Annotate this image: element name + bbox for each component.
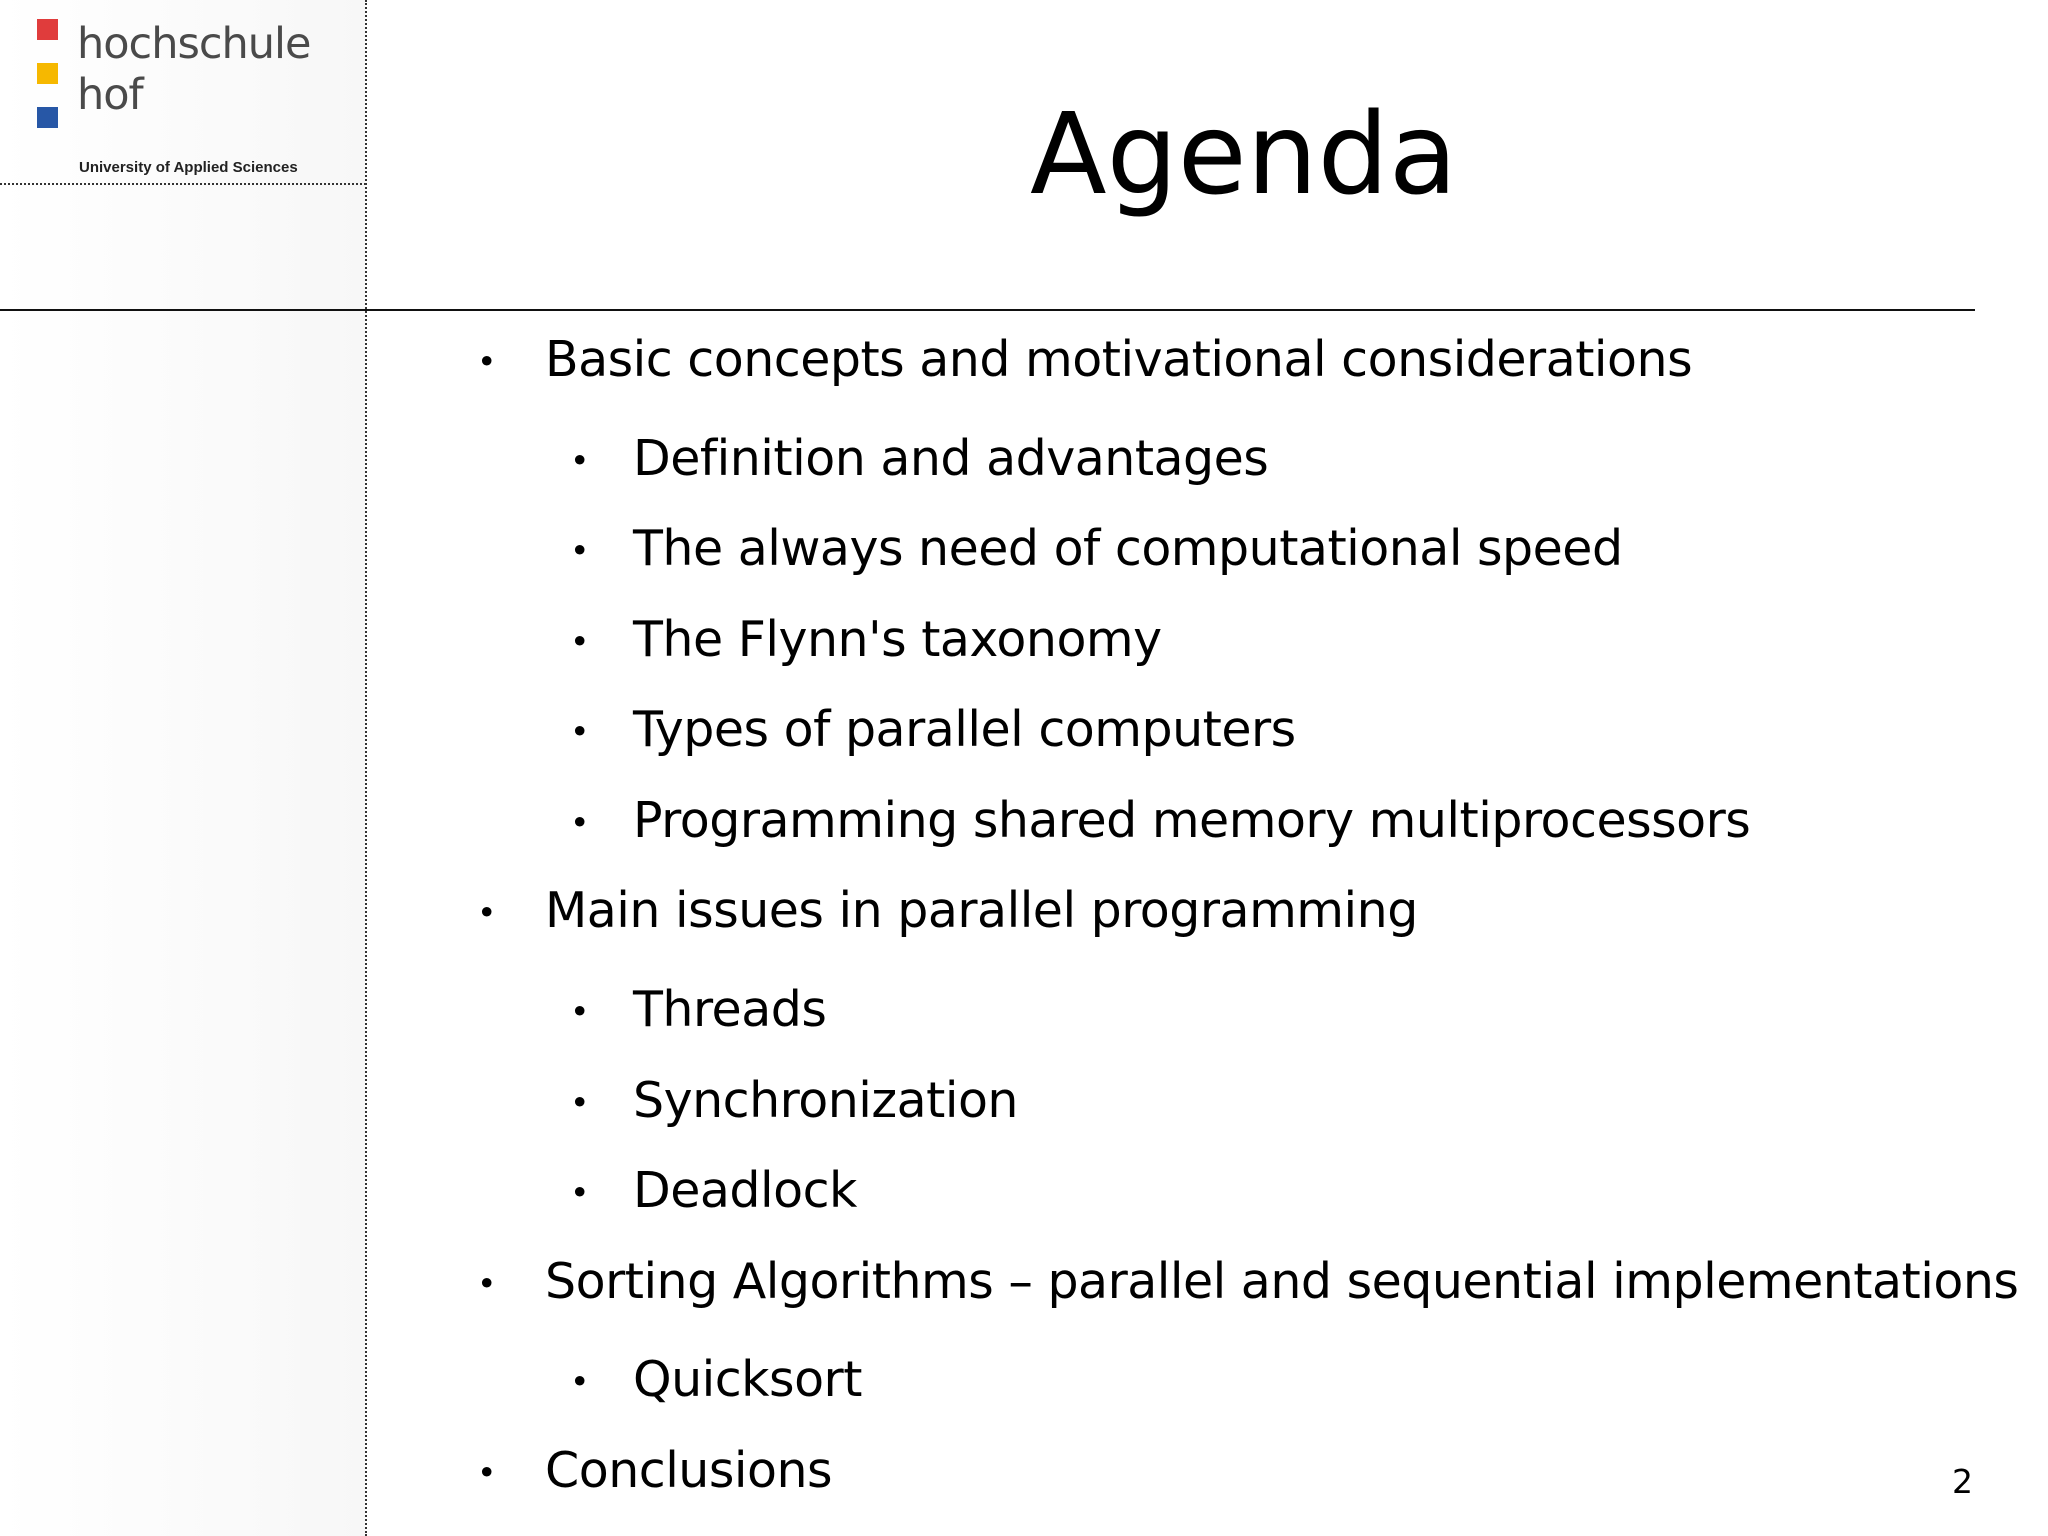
agenda-item: Sorting Algorithms – parallel and sequential implementations — [545, 1253, 2019, 1310]
agenda-subitem: Deadlock — [633, 1162, 857, 1219]
bullet-icon: • — [477, 1264, 497, 1303]
agenda-item: Main issues in parallel programming — [545, 882, 1418, 939]
bullet-icon: • — [570, 803, 590, 842]
bullet-icon: • — [570, 622, 590, 661]
logo-subtitle: University of Applied Sciences — [79, 159, 298, 176]
page-number: 2 — [1952, 1462, 1973, 1501]
logo-text-line1: hochschule — [77, 19, 311, 69]
logo-text-line2: hof — [77, 70, 143, 120]
bullet-icon: • — [570, 1083, 590, 1122]
bullet-icon: • — [570, 531, 590, 570]
bullet-icon: • — [477, 1453, 497, 1492]
title-rule — [0, 309, 1975, 311]
agenda-subitem: Threads — [633, 981, 827, 1038]
agenda-subitem: Types of parallel computers — [633, 701, 1296, 758]
left-panel — [0, 0, 365, 1536]
bullet-icon: • — [570, 1173, 590, 1212]
agenda-subitem: Quicksort — [633, 1351, 862, 1408]
agenda-subitem: Synchronization — [633, 1072, 1018, 1129]
logo-square-red — [37, 19, 58, 40]
bullet-icon: • — [570, 1362, 590, 1401]
bullet-icon: • — [570, 712, 590, 751]
bullet-icon: • — [570, 992, 590, 1031]
logo-square-yellow — [37, 63, 58, 84]
vertical-divider — [365, 0, 367, 1536]
agenda-item: Basic concepts and motivational considerations — [545, 331, 1693, 388]
agenda-item: Conclusions — [545, 1442, 833, 1499]
agenda-subitem: Programming shared memory multiprocessors — [633, 792, 1751, 849]
agenda-subitem: Definition and advantages — [633, 430, 1269, 487]
bullet-icon: • — [570, 441, 590, 480]
bullet-icon: • — [477, 342, 497, 381]
logo-square-blue — [37, 107, 58, 128]
agenda-subitem: The Flynn's taxonomy — [633, 611, 1162, 668]
bullet-icon: • — [477, 893, 497, 932]
slide-title: Agenda — [1030, 90, 1458, 220]
logo-divider — [0, 183, 366, 185]
agenda-subitem: The always need of computational speed — [633, 520, 1623, 577]
